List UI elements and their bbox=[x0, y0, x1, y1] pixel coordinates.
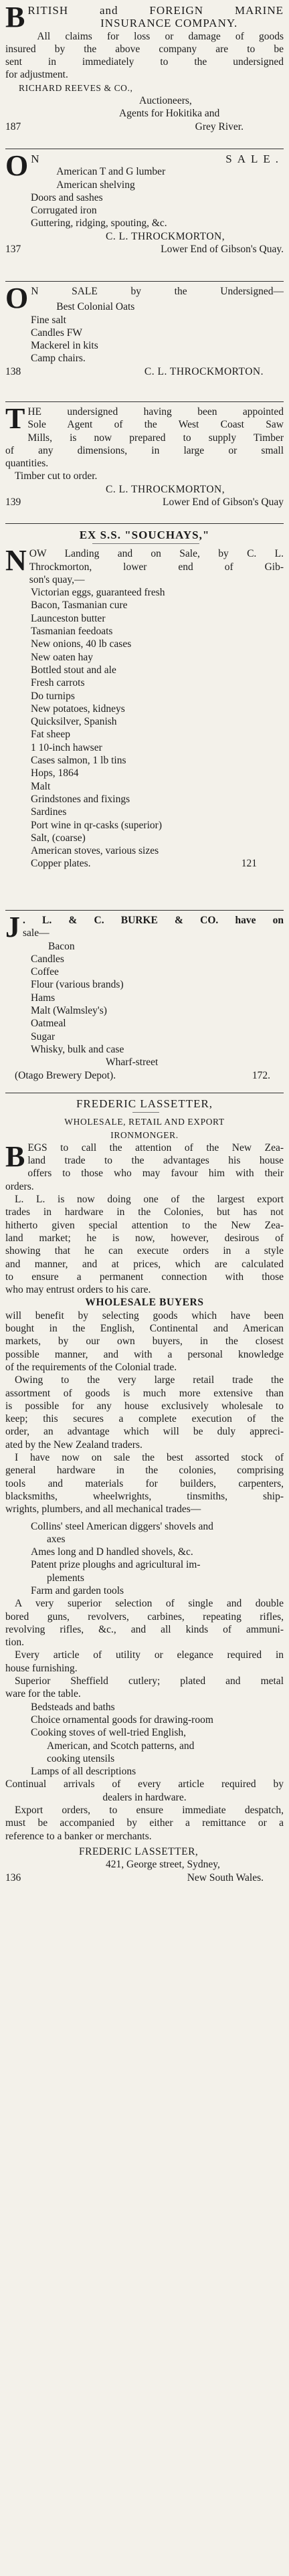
ad-text: to ensure a permanent connection with those bbox=[5, 1271, 284, 1283]
ad-text: Mills, is now prepared to supply Timber bbox=[27, 432, 284, 444]
ad-signature: FREDERIC LASSETTER, bbox=[79, 1845, 199, 1857]
sale-item: Mackerel in kits bbox=[31, 340, 98, 352]
sale-item: Candles FW bbox=[31, 327, 83, 339]
sale-item: Cases salmon, 1 lb tins bbox=[31, 755, 126, 767]
ad-footer bbox=[5, 1871, 284, 1884]
ad-text: wrights, plumbers, and all mechanical trades— bbox=[5, 1503, 201, 1515]
sale-item: Doors and sashes bbox=[31, 191, 103, 203]
ad-text: quantities. bbox=[5, 458, 49, 470]
sale-item: Bacon, Tasmanian cure bbox=[31, 600, 128, 612]
ad-address: Lower End of Gibson's Quay bbox=[162, 496, 284, 509]
drop-cap: B bbox=[5, 1, 25, 33]
ad-text: son's quay,— bbox=[29, 573, 85, 585]
ad-address: (Otago Brewery Depot). bbox=[15, 1069, 116, 1081]
ad-text: order, an advantage which will be duly appreci- bbox=[5, 1426, 284, 1438]
ad-address: Wharf-street bbox=[106, 1056, 159, 1069]
ad-text: markets, by our own buyers, in the closest bbox=[5, 1336, 284, 1348]
ad-region: New South Wales. bbox=[187, 1871, 264, 1883]
ad-souchays bbox=[5, 529, 284, 870]
ad-text: Owing to the very large retail trade the bbox=[15, 1374, 284, 1386]
ad-text: land trade to the advantages his house bbox=[27, 1155, 284, 1167]
ad-text: HE undersigned having been appointed bbox=[27, 406, 284, 418]
ad-text: sent in immediately to the undersigned bbox=[5, 56, 284, 68]
list-item: axes bbox=[47, 1533, 66, 1545]
list-item: Lamps of all descriptions bbox=[31, 1766, 136, 1778]
sale-item: Grindstones and fixings bbox=[31, 793, 130, 805]
list-item: cooking utensils bbox=[47, 1752, 115, 1764]
ad-british-foreign-marine bbox=[5, 1, 284, 133]
ad-text: Throckmorton, lower end of Gib- bbox=[29, 561, 284, 573]
ad-footer bbox=[5, 365, 284, 378]
ad-text: is possible for any house exclusively wholesale to bbox=[5, 1400, 284, 1412]
ad-text: keep; this secures a complete execution of the bbox=[5, 1413, 284, 1425]
drop-cap: O bbox=[5, 282, 29, 314]
sale-item: Best Colonial Oats bbox=[56, 301, 135, 313]
agent-role: Agents for Hokitika and bbox=[119, 108, 220, 120]
drop-cap: J bbox=[5, 911, 20, 943]
sale-item: Camp chairs. bbox=[31, 353, 86, 365]
sale-item: American shelving bbox=[56, 179, 135, 191]
ad-signature: C. L. THROCKMORTON, bbox=[106, 483, 225, 495]
ad-on-sale-oats bbox=[5, 282, 284, 378]
ad-text: possible manner, and with a personal knowledge bbox=[5, 1348, 284, 1360]
sale-item: Whisky, bulk and case bbox=[31, 1043, 124, 1055]
sale-item: Fine salt bbox=[31, 314, 66, 326]
sale-item: New onions, 40 lb cases bbox=[31, 638, 132, 650]
ad-text: I have now on sale the best assorted stock of bbox=[15, 1452, 284, 1464]
list-item: Choice ornamental goods for drawing-room bbox=[31, 1714, 213, 1726]
sale-item: Corrugated iron bbox=[31, 205, 97, 217]
ad-text: ware for the table. bbox=[5, 1688, 81, 1700]
ad-text: A very superior selection of single and double bbox=[15, 1598, 284, 1610]
sale-item: Copper plates. bbox=[31, 858, 91, 870]
sale-item: Flour (various brands) bbox=[31, 979, 124, 991]
ad-text: and manner, and at prices, which are calculated bbox=[5, 1258, 284, 1270]
ad-lassetter bbox=[5, 1097, 284, 1884]
list-item: Patent prize ploughs and agricultural im- bbox=[31, 1559, 201, 1571]
sale-item: Sardines bbox=[31, 806, 67, 818]
sale-item: Fat sheep bbox=[31, 729, 70, 741]
ad-heading: INSURANCE COMPANY. bbox=[100, 17, 238, 30]
sale-item: New oaten hay bbox=[31, 651, 93, 663]
ad-text: trades in hardware in the Colonies, but has not bbox=[5, 1206, 284, 1218]
agent-role: Auctioneers, bbox=[139, 95, 192, 107]
ad-number: 137 bbox=[5, 244, 21, 256]
drop-cap: O bbox=[5, 149, 29, 182]
sale-item: Fresh carrots bbox=[31, 677, 85, 689]
ad-number: 187 bbox=[5, 120, 21, 132]
ad-text: dealers in hardware. bbox=[102, 1791, 187, 1803]
drop-cap: N bbox=[5, 544, 27, 577]
ad-text: who may entrust orders to his care. bbox=[5, 1284, 151, 1296]
ad-address: Lower End of Gibson's Quay. bbox=[161, 244, 284, 256]
sale-item: Sugar bbox=[31, 1030, 56, 1042]
list-item: Farm and garden tools bbox=[31, 1584, 124, 1596]
ad-text: bought in the English, Continental and American bbox=[5, 1323, 284, 1335]
sale-item: Bacon bbox=[48, 940, 75, 952]
ad-text: blacksmiths, wheelwrights, tinsmiths, ship- bbox=[5, 1490, 284, 1502]
ad-text: hitherto given special attention to the New Zea- bbox=[5, 1219, 284, 1231]
list-item: Bedsteads and baths bbox=[31, 1701, 115, 1713]
ad-text: house furnishing. bbox=[5, 1662, 78, 1674]
drop-cap: T bbox=[5, 402, 25, 435]
ad-text: Sole Agent of the West Coast Saw bbox=[27, 419, 284, 431]
ad-footer bbox=[5, 857, 284, 870]
drop-cap: B bbox=[5, 1139, 25, 1173]
title-underline bbox=[92, 543, 199, 544]
ad-text: showing that he can execute orders in a style bbox=[5, 1245, 284, 1257]
title-underline bbox=[132, 1112, 159, 1113]
ad-title: EX S.S. "SOUCHAYS," bbox=[79, 529, 210, 541]
sale-item: Guttering, ridging, spouting, &c. bbox=[31, 217, 167, 229]
ad-text: OW Landing and on Sale, by C. L. bbox=[29, 548, 284, 560]
sale-item: 1 10-inch hawser bbox=[31, 741, 102, 753]
ad-text: L. L. is now doing one of the largest export bbox=[15, 1194, 284, 1206]
divider bbox=[5, 401, 284, 402]
ad-number: 139 bbox=[5, 496, 21, 509]
ad-text: insured by the above company are to be bbox=[5, 43, 284, 55]
ad-address: 421, George street, Sydney, bbox=[106, 1859, 220, 1871]
list-item: Cooking stoves of well-tried English, bbox=[31, 1727, 187, 1739]
ad-number: 138 bbox=[5, 365, 21, 377]
sale-item: New potatoes, kidneys bbox=[31, 703, 125, 715]
ad-number: 172. bbox=[252, 1069, 270, 1081]
sale-item: American stoves, various sizes bbox=[31, 845, 159, 857]
ad-heading: sale— bbox=[23, 927, 50, 939]
ad-footer bbox=[5, 243, 284, 256]
sale-item: Malt (Walmsley's) bbox=[31, 1005, 107, 1017]
sale-item: Hops, 1864 bbox=[31, 767, 79, 779]
sale-item: Victorian eggs, guaranteed fresh bbox=[31, 587, 165, 599]
ad-footer bbox=[5, 1069, 284, 1082]
ad-title: FREDERIC LASSETTER, bbox=[76, 1097, 213, 1110]
ad-signature: C. L. THROCKMORTON, bbox=[106, 230, 225, 242]
ad-text: revolving rifles, &c., and all kinds of ammuni- bbox=[5, 1623, 284, 1635]
ad-location: Grey River. bbox=[195, 120, 244, 132]
list-item: Collins' steel American diggers' shovels and bbox=[31, 1520, 213, 1532]
sale-item: Coffee bbox=[31, 966, 59, 978]
sale-item: Hams bbox=[31, 992, 56, 1004]
divider bbox=[5, 910, 284, 911]
sale-item: Quicksilver, Spanish bbox=[31, 716, 117, 728]
list-item: American, and Scotch patterns, and bbox=[47, 1740, 195, 1752]
ad-footer bbox=[5, 496, 284, 509]
ad-heading: N SALE by the Undersigned— bbox=[31, 286, 284, 297]
ad-text: will benefit by selecting goods which have been bbox=[5, 1309, 284, 1321]
ad-subtitle: WHOLESALE, RETAIL AND EXPORT bbox=[64, 1117, 225, 1127]
ad-saw-mills bbox=[5, 402, 284, 509]
sale-item: Salt, (coarse) bbox=[31, 832, 86, 844]
ad-text: general hardware in the colonies, comprising bbox=[5, 1465, 284, 1477]
ad-text: Timber cut to order. bbox=[15, 470, 98, 482]
list-item: plements bbox=[47, 1572, 84, 1584]
ad-text: EGS to call the attention of the New Zea- bbox=[27, 1141, 284, 1154]
sale-item: Candles bbox=[31, 953, 64, 965]
ad-footer bbox=[5, 120, 284, 133]
ad-number: 121 bbox=[241, 858, 257, 870]
ad-text: Continual arrivals of every article required by bbox=[5, 1778, 284, 1790]
ad-on-sale-lumber bbox=[5, 149, 284, 256]
ad-text: reference to a banker or merchants. bbox=[5, 1830, 152, 1842]
ad-heading: RITISH and FOREIGN MARINE bbox=[27, 4, 284, 17]
ad-heading: . L. & C. BURKE & CO. have on bbox=[23, 915, 284, 926]
sale-item: Port wine in qr-casks (superior) bbox=[31, 819, 162, 831]
ad-text: Superior Sheffield cutlery; plated and metal bbox=[15, 1675, 284, 1687]
divider bbox=[5, 281, 284, 282]
ad-subtitle: IRONMONGER. bbox=[110, 1129, 179, 1140]
ad-text: of the requirements of the Colonial trade. bbox=[5, 1361, 177, 1373]
ad-text: orders. bbox=[5, 1180, 34, 1192]
ad-heading: N SALE. bbox=[31, 153, 284, 165]
sale-item: Do turnips bbox=[31, 690, 75, 702]
ad-text: bored guns, revolvers, carbines, repeating rifles, bbox=[5, 1611, 284, 1623]
divider bbox=[5, 523, 284, 524]
ad-text: for adjustment. bbox=[5, 69, 68, 81]
ad-burke bbox=[5, 911, 284, 1082]
ad-text: tools and materials for builders, carpenters, bbox=[5, 1477, 284, 1489]
list-item: Ames long and D handled shovels, &c. bbox=[31, 1546, 193, 1558]
agent-name: RICHARD REEVES & CO., bbox=[19, 82, 133, 93]
ad-text: must be accompanied by either a remittance or a bbox=[5, 1817, 284, 1829]
ad-text: All claims for loss or damage of goods bbox=[37, 30, 284, 42]
ad-number: 136 bbox=[5, 1871, 21, 1883]
sale-item: Bottled stout and ale bbox=[31, 664, 116, 676]
ad-text: offers to those who may favour him with their bbox=[27, 1168, 284, 1180]
section-heading: WHOLESALE BUYERS bbox=[85, 1297, 204, 1309]
ad-text: of any dimensions, in large or small bbox=[5, 444, 284, 456]
ad-text: land market; he is now, however, desirous of bbox=[5, 1232, 284, 1244]
sale-item: Tasmanian feedoats bbox=[31, 626, 113, 638]
sale-item: Launceston butter bbox=[31, 612, 106, 624]
ad-text: tion. bbox=[5, 1637, 24, 1649]
ad-text: Export orders, to ensure immediate despatch, bbox=[15, 1805, 284, 1817]
ad-text: assortment of goods is much more extensive than bbox=[5, 1387, 284, 1399]
sale-item: American T and G lumber bbox=[56, 166, 166, 178]
ad-signature: C. L. THROCKMORTON. bbox=[144, 365, 264, 377]
sale-item: Oatmeal bbox=[31, 1018, 66, 1030]
ad-text: ated by the New Zealand traders. bbox=[5, 1439, 142, 1451]
ad-text: Every article of utility or elegance required in bbox=[15, 1649, 284, 1661]
sale-item: Malt bbox=[31, 780, 51, 792]
